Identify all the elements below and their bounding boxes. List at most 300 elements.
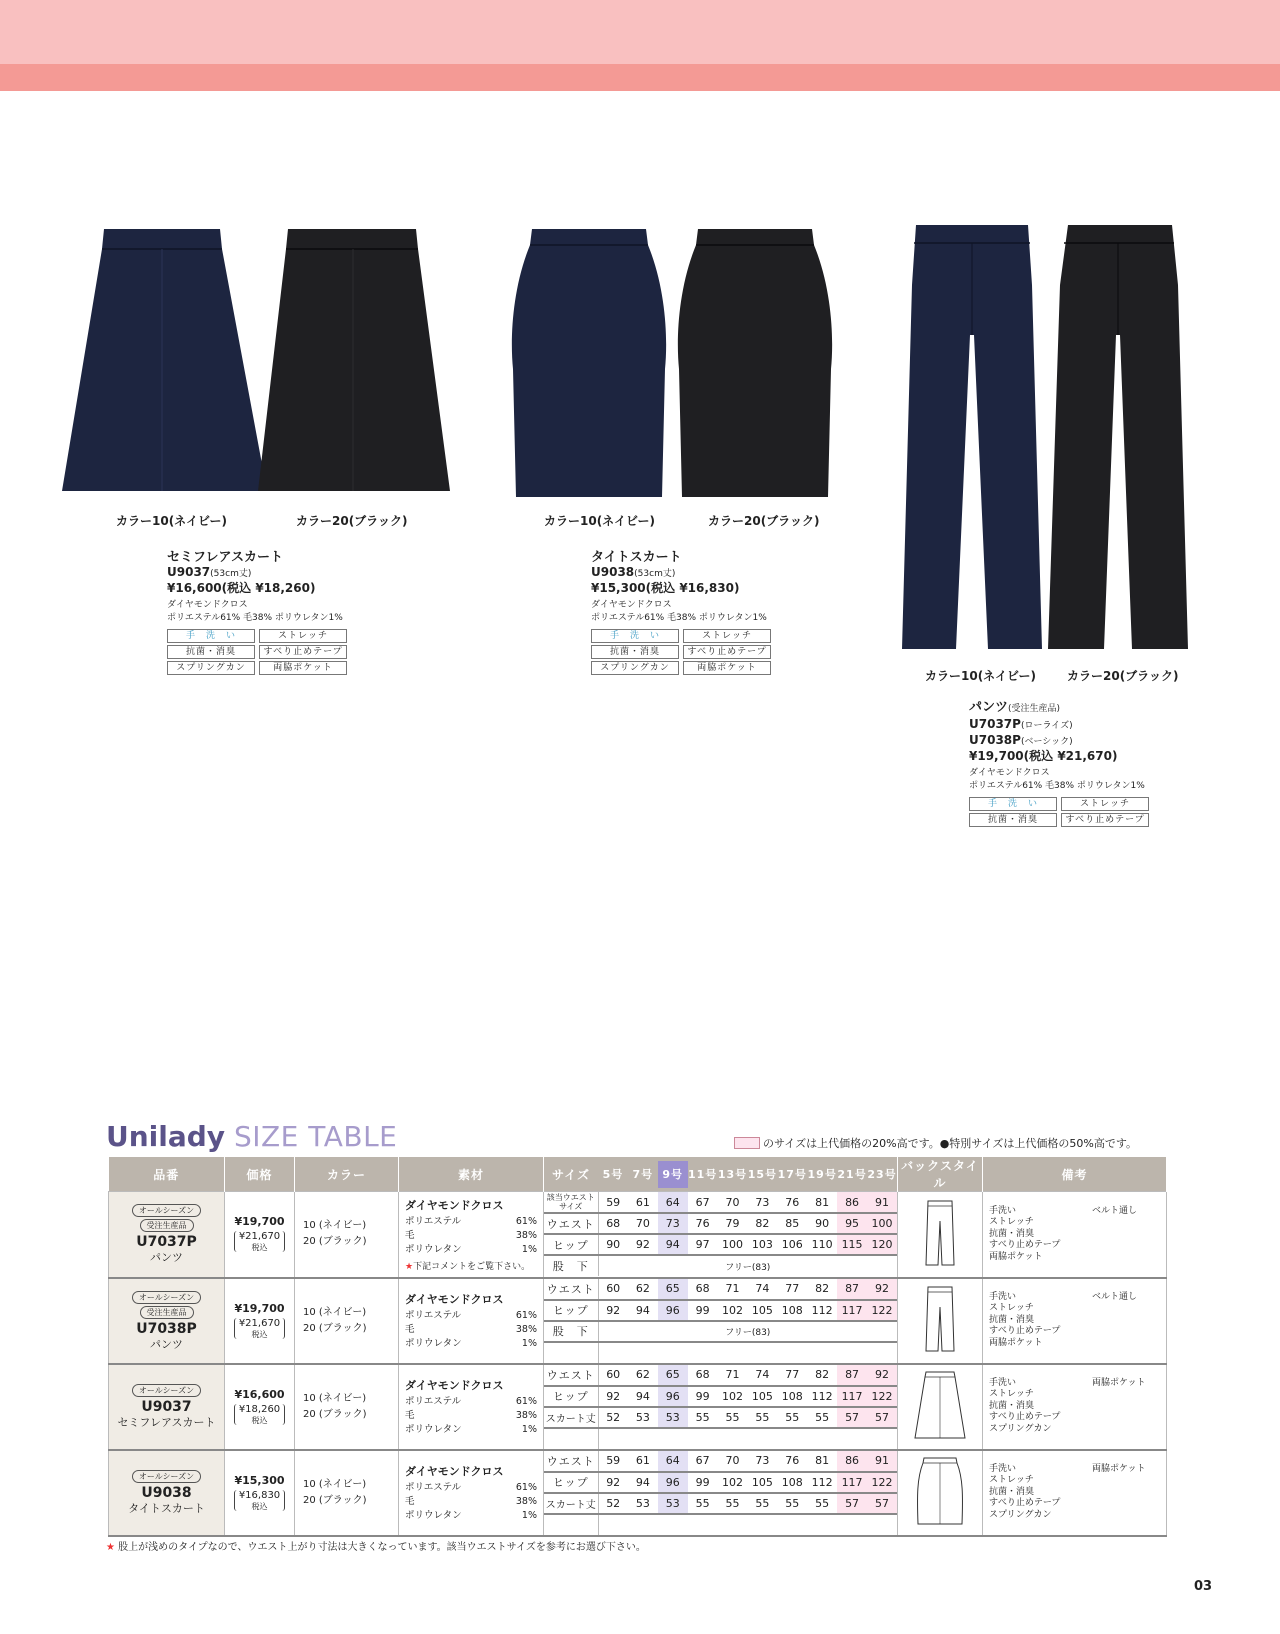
fiber-percent: 38%	[515, 1409, 537, 1421]
back-style-cell	[898, 1364, 983, 1450]
size-value: 94	[628, 1300, 658, 1321]
header-band-dark	[0, 64, 1280, 91]
size-value: 77	[777, 1365, 807, 1386]
size-row-label: ヒップ	[544, 1386, 598, 1407]
size-value: 65	[658, 1279, 688, 1300]
note-item: 両脇ポケット	[989, 1251, 1043, 1262]
tight-skirt-back-sketch-icon	[915, 1456, 965, 1526]
color-option: 10 (ネイビー)	[303, 1306, 367, 1318]
fiber-percent: 38%	[515, 1495, 537, 1507]
pants-navy-image	[902, 225, 1042, 649]
size-value: 115	[837, 1234, 867, 1255]
price-with-tax: ¥21,670	[238, 1231, 281, 1243]
season-badge: オールシーズン	[132, 1291, 201, 1304]
header-size-21: 21号	[837, 1168, 867, 1181]
size-value: 70	[718, 1451, 748, 1472]
fiber: ポリウレタン	[405, 1423, 462, 1435]
fiber: 毛	[405, 1229, 415, 1241]
fiber-percent: 61%	[515, 1395, 537, 1407]
note-item: スプリングカン	[989, 1509, 1052, 1520]
made-to-order-badge: 受注生産品	[140, 1306, 194, 1319]
fiber-percent: 61%	[515, 1309, 537, 1321]
fabric-note: 下記コメントをご覧下さい。	[413, 1261, 531, 1272]
notes-cell	[983, 1192, 1167, 1278]
size-value: 90	[807, 1213, 837, 1234]
header-price: 価格	[225, 1157, 295, 1192]
pants-color-navy-label: カラー10(ネイビー)	[925, 669, 1036, 683]
header-size-5: 5号	[602, 1168, 624, 1181]
color-option: 10 (ネイビー)	[303, 1392, 367, 1404]
note-item: 抗菌・消臭	[989, 1400, 1035, 1411]
header-material: 素材	[399, 1157, 544, 1192]
feature-tag: 両脇ポケット	[683, 661, 771, 675]
tax-label: 税込	[251, 1501, 268, 1511]
size-row	[544, 1234, 897, 1255]
size-value: 55	[718, 1493, 748, 1514]
pants-code-2: U7038P	[969, 733, 1021, 747]
size-value: 57	[837, 1493, 867, 1514]
item-code: U9037	[141, 1399, 192, 1415]
fiber-percent: 1%	[521, 1243, 537, 1255]
size-value: 55	[718, 1407, 748, 1428]
note-extra: ベルト通し	[1092, 1205, 1138, 1216]
price: ¥16,600	[234, 1387, 285, 1401]
feature-tag: 手 洗 い	[591, 629, 679, 643]
pants-color-black-label: カラー20(ブラック)	[1067, 669, 1179, 683]
size-value: 68	[598, 1213, 628, 1234]
pants-code-1: U7037P	[969, 717, 1021, 731]
size-value: 122	[867, 1386, 897, 1407]
note-item: 手洗い	[989, 1377, 1017, 1388]
flare-skirt-black-image	[258, 229, 450, 491]
size-value: 59	[598, 1451, 628, 1472]
size-value: 106	[777, 1234, 807, 1255]
size-value: 57	[837, 1407, 867, 1428]
header-size-23: 23号	[867, 1168, 897, 1181]
fabric-cell	[399, 1450, 544, 1536]
tight-price: ¥15,300(税込 ¥16,830)	[591, 581, 740, 595]
flare-skirt-navy-image	[62, 229, 267, 491]
fiber: ポリエステル	[405, 1395, 462, 1407]
size-value: 102	[718, 1472, 748, 1493]
size-row	[544, 1386, 897, 1407]
size-value: 103	[747, 1234, 777, 1255]
size-row	[544, 1472, 897, 1493]
flare-feature-tags	[167, 629, 367, 675]
flare-fabric-composition: ポリエステル61% 毛38% ポリウレタン1%	[167, 613, 343, 623]
size-value: 85	[777, 1213, 807, 1234]
size-value: 52	[598, 1493, 628, 1514]
color-cell	[295, 1278, 399, 1364]
flare-code: U9037	[167, 565, 211, 579]
legend-text: のサイズは上代価格の20%高です。●特別サイズは上代価格の50%高です。	[763, 1137, 1137, 1150]
size-value: 62	[628, 1365, 658, 1386]
header-notes: 備考	[983, 1157, 1167, 1192]
size-value: 92	[598, 1300, 628, 1321]
size-table-title	[106, 1120, 397, 1153]
pants-fabric-composition: ポリエステル61% 毛38% ポリウレタン1%	[969, 781, 1145, 791]
flare-length: (53cm丈)	[210, 569, 252, 579]
color-option: 20 (ブラック)	[303, 1322, 367, 1334]
feature-tag: ストレッチ	[683, 629, 771, 643]
size-row-label: ウエスト	[544, 1365, 598, 1386]
note-item: すべり止めテープ	[989, 1412, 1061, 1423]
feature-tag: スプリングカン	[591, 661, 679, 675]
feature-tag: 手 洗 い	[969, 797, 1057, 811]
notes-cell	[983, 1450, 1167, 1536]
size-value: 92	[867, 1365, 897, 1386]
size-row-label: ウエスト	[544, 1213, 598, 1234]
note-item: 抗菌・消臭	[989, 1314, 1035, 1325]
size-row-label: スカート丈	[544, 1493, 598, 1514]
item-code: U7038P	[136, 1320, 197, 1337]
tax-label: 税込	[251, 1329, 268, 1339]
tight-feature-tags	[591, 629, 791, 675]
footnote-text: 股上が浅めのタイプなので、ウエスト上がり寸法は大きくなっています。該当ウエストサイズを参考にお選び下さい。	[118, 1542, 646, 1553]
note-item: ストレッチ	[989, 1389, 1034, 1400]
table-row	[109, 1278, 1167, 1364]
size-value: 94	[628, 1472, 658, 1493]
header-size: サイズ	[551, 1167, 591, 1182]
header-back-style: バックスタイル	[898, 1157, 983, 1192]
size-value: 55	[688, 1407, 718, 1428]
size-row-label: ヒップ	[544, 1472, 598, 1493]
table-row	[109, 1450, 1167, 1536]
size-row-label: ヒップ	[544, 1300, 598, 1321]
header-size-15: 15号	[747, 1168, 778, 1181]
fiber-percent: 38%	[515, 1229, 537, 1241]
price: ¥19,700	[234, 1301, 285, 1315]
size-value: 76	[688, 1213, 718, 1234]
size-row-label: 該当ウエストサイズ	[544, 1192, 598, 1213]
fabric-cell	[399, 1192, 544, 1278]
size-value: 55	[688, 1493, 718, 1514]
size-value: 59	[598, 1192, 628, 1213]
color-option: 10 (ネイビー)	[303, 1478, 367, 1490]
size-value: 57	[867, 1493, 897, 1514]
size-value: 55	[807, 1407, 837, 1428]
size-value: 99	[688, 1472, 718, 1493]
fabric-name: ダイヤモンドクロス	[405, 1292, 504, 1306]
fiber: ポリエステル	[405, 1215, 462, 1227]
fiber: ポリウレタン	[405, 1509, 462, 1521]
size-free-value: フリー(83)	[598, 1321, 897, 1342]
size-value: 96	[658, 1300, 688, 1321]
size-value: 122	[867, 1472, 897, 1493]
note-item: ストレッチ	[989, 1303, 1034, 1314]
fabric-cell	[399, 1364, 544, 1450]
size-value: 76	[777, 1192, 807, 1213]
note-item: すべり止めテープ	[989, 1326, 1061, 1337]
size-cell	[544, 1192, 898, 1278]
note-item: 手洗い	[989, 1291, 1017, 1302]
table-row	[109, 1192, 1167, 1278]
fiber: ポリエステル	[405, 1481, 462, 1493]
fiber: ポリウレタン	[405, 1337, 462, 1349]
feature-tag: ストレッチ	[1061, 797, 1149, 811]
size-row-label: ヒップ	[544, 1234, 598, 1255]
size-value: 96	[658, 1472, 688, 1493]
price: ¥15,300	[234, 1473, 285, 1487]
size-value: 55	[747, 1493, 777, 1514]
note-item: 手洗い	[989, 1205, 1017, 1216]
fabric-name: ダイヤモンドクロス	[405, 1198, 504, 1212]
color-cell	[295, 1192, 399, 1278]
size-value: 71	[718, 1279, 748, 1300]
size-cell	[544, 1364, 898, 1450]
tax-label: 税込	[251, 1415, 268, 1425]
color-cell	[295, 1364, 399, 1450]
size-cell	[544, 1278, 898, 1364]
size-value: 108	[777, 1472, 807, 1493]
size-value: 65	[658, 1365, 688, 1386]
size-value: 96	[658, 1386, 688, 1407]
price: ¥19,700	[234, 1215, 285, 1229]
item-cell	[109, 1192, 225, 1278]
made-to-order-badge: 受注生産品	[140, 1219, 194, 1232]
size-table	[108, 1157, 1167, 1537]
flare-product-info	[167, 550, 367, 675]
size-value: 64	[658, 1451, 688, 1472]
size-value: 94	[628, 1386, 658, 1407]
price-cell	[225, 1192, 295, 1278]
note-item: スプリングカン	[989, 1423, 1052, 1434]
price-cell	[225, 1450, 295, 1536]
tight-color-black-label: カラー20(ブラック)	[708, 514, 820, 528]
color-option: 20 (ブラック)	[303, 1408, 367, 1420]
fiber-percent: 61%	[515, 1481, 537, 1493]
size-grid	[544, 1365, 897, 1449]
size-table-heading: SIZE TABLE	[233, 1120, 398, 1153]
header-size-13: 13号	[717, 1168, 748, 1181]
tax-label: 税込	[251, 1243, 268, 1253]
size-value: 108	[777, 1300, 807, 1321]
header-size-11: 11号	[687, 1168, 718, 1181]
size-value: 112	[807, 1300, 837, 1321]
size-table-header-row	[109, 1157, 1167, 1192]
size-value: 68	[688, 1365, 718, 1386]
fabric-name: ダイヤモンドクロス	[405, 1378, 504, 1392]
size-value: 57	[867, 1407, 897, 1428]
pink-swatch	[734, 1137, 760, 1149]
size-value: 82	[807, 1365, 837, 1386]
notes-cell	[983, 1278, 1167, 1364]
feature-tag: スプリングカン	[167, 661, 255, 675]
size-value: 90	[598, 1234, 628, 1255]
size-value: 122	[867, 1300, 897, 1321]
item-code: U7037P	[136, 1234, 197, 1251]
size-value: 71	[718, 1365, 748, 1386]
color-option: 20 (ブラック)	[303, 1236, 367, 1248]
size-row-label: ウエスト	[544, 1279, 598, 1300]
back-style-cell	[898, 1278, 983, 1364]
size-value: 99	[688, 1386, 718, 1407]
size-row	[544, 1255, 897, 1276]
size-value: 73	[658, 1213, 688, 1234]
note-item: 手洗い	[989, 1463, 1017, 1474]
note-extra: 両脇ポケット	[1092, 1463, 1146, 1474]
size-value: 95	[837, 1213, 867, 1234]
brand-name: Unilady	[106, 1120, 226, 1153]
item-cell	[109, 1364, 225, 1450]
size-value: 70	[718, 1192, 748, 1213]
fiber: 毛	[405, 1323, 415, 1335]
feature-tag: すべり止めテープ	[259, 645, 347, 659]
fabric-cell	[399, 1278, 544, 1364]
size-value: 91	[867, 1451, 897, 1472]
size-value: 112	[807, 1472, 837, 1493]
size-value: 73	[747, 1192, 777, 1213]
item-code: U9038	[141, 1485, 192, 1501]
size-value: 55	[807, 1493, 837, 1514]
fabric-name: ダイヤモンドクロス	[405, 1464, 504, 1478]
size-value: 77	[777, 1279, 807, 1300]
fiber-percent: 1%	[521, 1423, 537, 1435]
size-value: 52	[598, 1407, 628, 1428]
size-value: 92	[867, 1279, 897, 1300]
size-value: 99	[688, 1300, 718, 1321]
flare-skirt-back-sketch-icon	[913, 1370, 967, 1440]
price-with-tax: ¥16,830	[238, 1489, 281, 1501]
item-name: パンツ	[150, 1337, 183, 1351]
size-value: 105	[747, 1472, 777, 1493]
size-value: 70	[628, 1213, 658, 1234]
size-value: 61	[628, 1451, 658, 1472]
note-item: 両脇ポケット	[989, 1337, 1043, 1348]
size-value: 105	[747, 1386, 777, 1407]
tight-skirt-black-image	[676, 229, 834, 497]
size-value: 87	[837, 1279, 867, 1300]
size-value: 102	[718, 1300, 748, 1321]
size-value: 73	[747, 1451, 777, 1472]
flare-fabric-name: ダイヤモンドクロス	[167, 600, 248, 610]
fiber-percent: 1%	[521, 1509, 537, 1521]
note-item: すべり止めテープ	[989, 1498, 1061, 1509]
star-icon: ★	[106, 1542, 119, 1553]
fiber: 毛	[405, 1409, 415, 1421]
notes-cell	[983, 1364, 1167, 1450]
size-legend	[734, 1135, 1137, 1151]
fiber: ポリエステル	[405, 1309, 462, 1321]
header-size-7: 7号	[632, 1168, 654, 1181]
size-value: 94	[658, 1234, 688, 1255]
fiber-percent: 38%	[515, 1323, 537, 1335]
size-value: 53	[658, 1493, 688, 1514]
item-name: タイトスカート	[128, 1502, 205, 1515]
pants-code-1-note: (ローライズ)	[1020, 721, 1073, 731]
star-icon: ★	[405, 1261, 414, 1272]
size-value: 110	[807, 1234, 837, 1255]
header-sizes	[544, 1157, 898, 1192]
size-row	[544, 1451, 897, 1472]
size-value: 117	[837, 1386, 867, 1407]
tight-skirt-navy-image	[510, 229, 668, 497]
size-value: 53	[628, 1493, 658, 1514]
tight-fabric-name: ダイヤモンドクロス	[591, 600, 672, 610]
flare-name: セミフレアスカート	[167, 550, 283, 565]
size-value: 108	[777, 1386, 807, 1407]
price-cell	[225, 1364, 295, 1450]
pants-back-sketch-icon	[925, 1285, 955, 1353]
size-row	[544, 1407, 897, 1428]
size-value: 117	[837, 1472, 867, 1493]
header-size-19: 19号	[807, 1168, 837, 1181]
size-row-label: 股 下	[544, 1255, 598, 1276]
feature-tag: すべり止めテープ	[1061, 813, 1149, 827]
size-value: 67	[688, 1192, 718, 1213]
feature-tag: すべり止めテープ	[683, 645, 771, 659]
table-row	[109, 1364, 1167, 1450]
size-value: 100	[718, 1234, 748, 1255]
price-cell	[225, 1278, 295, 1364]
item-cell	[109, 1278, 225, 1364]
size-value: 87	[837, 1365, 867, 1386]
item-cell	[109, 1450, 225, 1536]
pants-name-note: (受注生産品)	[1008, 704, 1061, 714]
pants-fabric-name: ダイヤモンドクロス	[969, 768, 1050, 778]
size-value: 117	[837, 1300, 867, 1321]
size-row	[544, 1321, 897, 1342]
feature-tag: 手 洗 い	[167, 629, 255, 643]
season-badge: オールシーズン	[132, 1384, 201, 1397]
pants-price: ¥19,700(税込 ¥21,670)	[969, 749, 1118, 763]
flare-color-black-label: カラー20(ブラック)	[296, 514, 408, 528]
tight-product-info	[591, 550, 791, 675]
size-value: 67	[688, 1451, 718, 1472]
page-number: 03	[1194, 1579, 1213, 1594]
size-value: 64	[658, 1192, 688, 1213]
size-value: 55	[777, 1493, 807, 1514]
size-cell	[544, 1450, 898, 1536]
note-item: ストレッチ	[989, 1217, 1034, 1227]
size-grid	[544, 1279, 897, 1363]
size-value: 53	[658, 1407, 688, 1428]
feature-tag: 抗菌・消臭	[591, 645, 679, 659]
pants-feature-tags	[969, 797, 1169, 827]
note-item: 抗菌・消臭	[989, 1486, 1035, 1497]
color-option: 10 (ネイビー)	[303, 1220, 367, 1232]
size-value: 82	[807, 1279, 837, 1300]
size-value: 82	[747, 1213, 777, 1234]
note-item: すべり止めテープ	[989, 1240, 1061, 1250]
size-row	[544, 1279, 897, 1300]
size-value: 79	[718, 1213, 748, 1234]
size-value: 81	[807, 1192, 837, 1213]
item-name: パンツ	[150, 1251, 183, 1265]
size-value: 55	[777, 1407, 807, 1428]
size-value: 105	[747, 1300, 777, 1321]
season-badge: オールシーズン	[132, 1470, 201, 1483]
size-value: 100	[867, 1213, 897, 1234]
fiber: 毛	[405, 1495, 415, 1507]
size-value: 68	[688, 1279, 718, 1300]
size-value: 92	[598, 1386, 628, 1407]
header-item-code: 品番	[109, 1157, 225, 1192]
size-row-label: スカート丈	[544, 1407, 598, 1428]
footnote	[106, 1538, 646, 1553]
tight-color-navy-label: カラー10(ネイビー)	[544, 514, 655, 528]
tight-name: タイトスカート	[591, 550, 682, 565]
size-row-label: 股 下	[544, 1321, 598, 1342]
size-value: 86	[837, 1451, 867, 1472]
note-extra: ベルト通し	[1092, 1291, 1138, 1302]
header-size-9: 9号	[658, 1161, 688, 1188]
size-grid	[544, 1192, 897, 1276]
fiber: ポリウレタン	[405, 1243, 462, 1255]
size-grid	[544, 1451, 897, 1535]
size-value: 53	[628, 1407, 658, 1428]
size-value: 60	[598, 1365, 628, 1386]
